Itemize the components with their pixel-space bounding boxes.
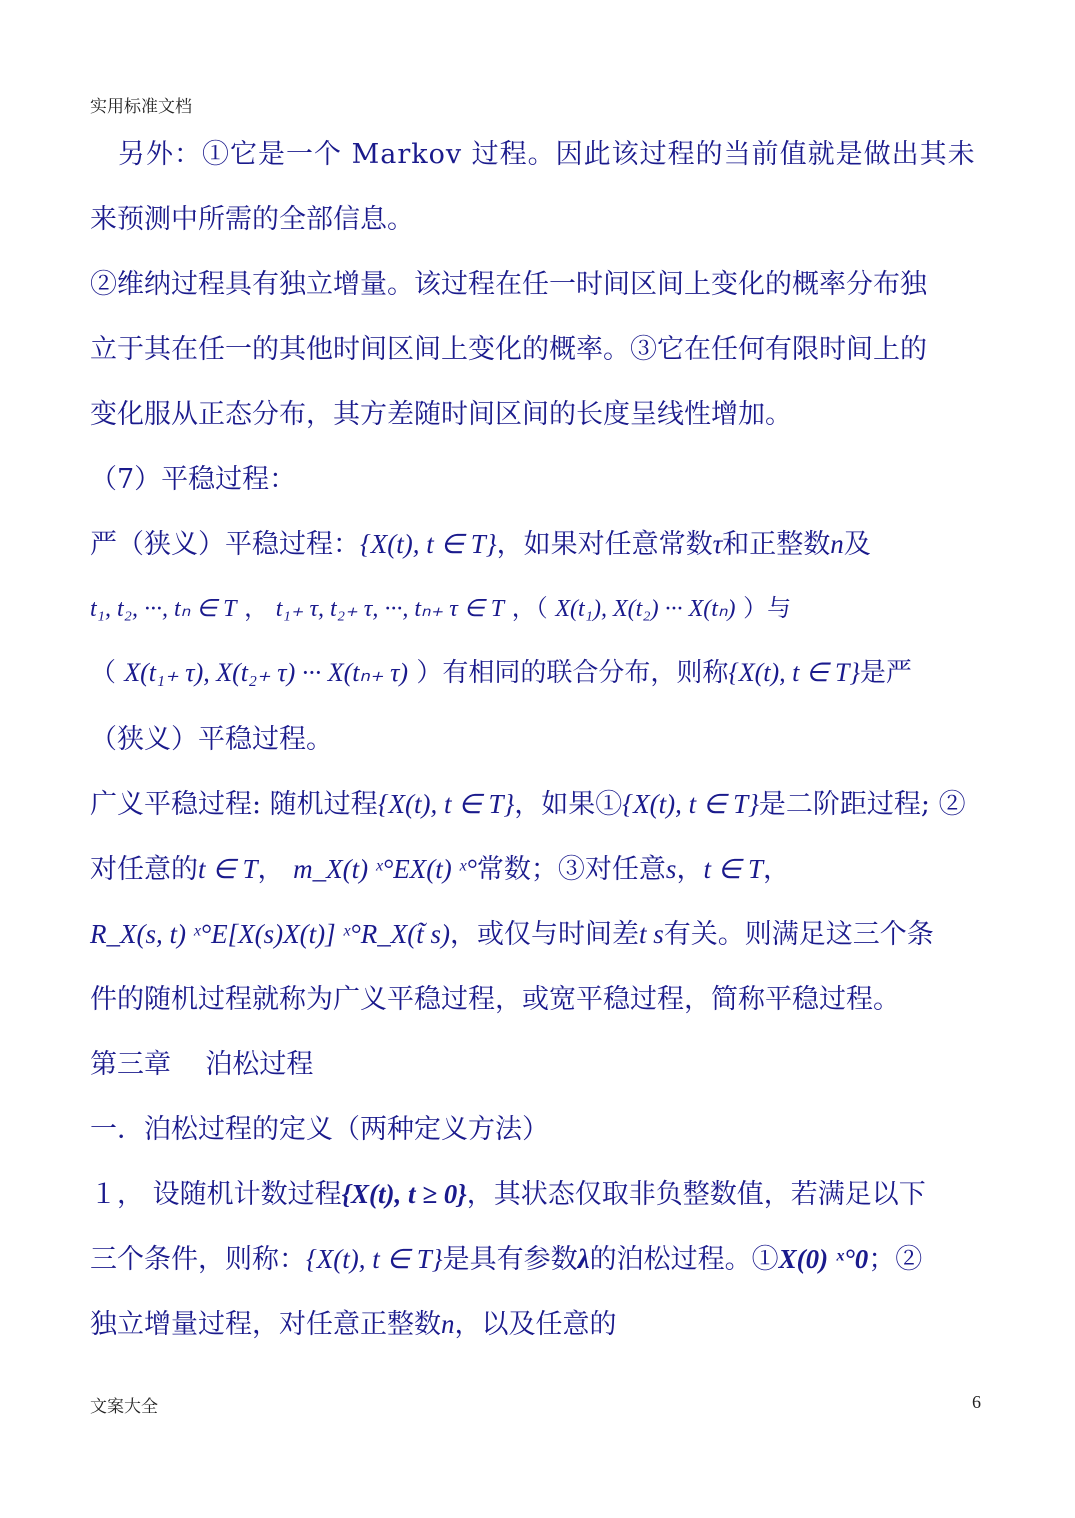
math-expression: λ	[577, 1244, 590, 1274]
text-line	[90, 522, 871, 561]
text-run: ，	[257, 854, 294, 885]
text-line	[90, 912, 934, 951]
text-run: 对任意的	[90, 854, 198, 885]
text-run: 和正整数	[722, 529, 831, 560]
text-line	[90, 652, 912, 689]
text-run: 独立增量过程，对任意正整数	[90, 1309, 441, 1340]
math-expression: t₁, t₂, ···, tₙ ∈ T	[90, 596, 237, 622]
text-line: 来预测中所需的全部信息。	[90, 204, 414, 235]
math-expression: R_X(s, t) ˣ°E[X(s)X(t)] ˣ°R_X(t̃ s)	[90, 919, 451, 949]
text-run: 是具有参数	[442, 1244, 578, 1275]
text-line	[90, 847, 790, 886]
text-run: ，	[762, 854, 790, 885]
math-expression: {X(t), t ∈ T}	[728, 658, 860, 687]
math-expression: n	[441, 1309, 455, 1339]
text-line	[90, 1302, 617, 1341]
math-expression: {X(t), t ∈ T}	[377, 789, 515, 819]
text-line: 变化服从正态分布，其方差随时间区间的长度呈线性增加。	[90, 399, 792, 430]
text-line: （狭义）平稳过程。	[90, 724, 333, 755]
text-run: （	[90, 658, 125, 688]
math-expression: m_X(t) ˣ°EX(t) ˣ°	[293, 854, 477, 884]
text-run: 广义平稳过程: 随机过程	[90, 789, 378, 820]
text-run: ，如果对任意常数	[496, 529, 713, 560]
text-run: ，以及任意的	[454, 1309, 617, 1340]
page-number: 6	[972, 1392, 981, 1412]
math-expression: t s	[639, 919, 664, 949]
text-run: ）与	[735, 594, 792, 622]
math-expression: {X(t), t ≥ 0}	[341, 1179, 467, 1209]
math-expression: X(t₁), X(t₂) ··· X(tₙ)	[555, 596, 736, 622]
text-line: ②维纳过程具有独立增量。该过程在任一时间区间上变化的概率分布独	[90, 269, 927, 300]
text-run: ，	[236, 594, 276, 622]
text-run: 常数；③对任意	[476, 854, 666, 885]
math-expression: s	[665, 854, 677, 884]
math-expression: {X(t), t ∈ T}	[360, 529, 497, 559]
page-header: 实用标准文档	[90, 97, 192, 117]
text-run: ，	[676, 854, 704, 885]
text-run: １， 设随机计数过程	[90, 1179, 342, 1210]
math-expression: {X(t), t ∈ T}	[622, 789, 759, 819]
text-run: ；②	[868, 1244, 923, 1275]
math-expression: t ∈ T	[703, 854, 763, 884]
text-run: 的泊松过程。①	[589, 1244, 779, 1275]
section-heading: 一．泊松过程的定义（两种定义方法）	[90, 1114, 549, 1145]
text-line: 立于其在任一的其他时间区间上变化的概率。③它在任何有限时间上的	[90, 334, 927, 365]
math-expression: τ	[712, 529, 723, 559]
math-expression: {X(t), t ∈ T}	[306, 1244, 443, 1274]
text-run: 是二阶距过程; ②	[758, 789, 966, 820]
page-footer: 文案大全	[90, 1397, 158, 1417]
text-line	[90, 1237, 922, 1276]
text-run: 有关。则满足这三个条	[663, 919, 934, 950]
math-expression: X(t₁₊ τ), X(t₂₊ τ) ··· X(tₙ₊ τ)	[124, 658, 409, 687]
text-run: 是严	[859, 658, 912, 688]
math-expression: n	[830, 529, 844, 559]
text-run: ，（	[504, 594, 556, 622]
math-expression: t ∈ T	[198, 854, 258, 884]
math-expression: X(0) ˣ°0	[778, 1244, 869, 1274]
text-line	[90, 782, 966, 821]
text-run: 及	[843, 529, 871, 560]
text-line	[90, 588, 791, 623]
text-run: ，或仅与时间差	[450, 919, 640, 950]
chapter-heading: 第三章 泊松过程	[90, 1049, 314, 1080]
section-heading: （7）平稳过程：	[90, 464, 297, 495]
text-run: 三个条件，则称：	[90, 1244, 306, 1275]
text-run: ）有相同的联合分布，则称	[408, 658, 729, 688]
text-line: 另外：①它是一个 Markov 过程。因此该过程的当前值就是做出其未	[118, 139, 976, 170]
text-line	[90, 1172, 926, 1211]
text-run: 严（狭义）平稳过程：	[90, 529, 360, 560]
math-expression: t₁₊ τ, t₂₊ τ, ···, tₙ₊ τ ∈ T	[275, 596, 505, 622]
text-run: ，如果①	[514, 789, 623, 820]
text-run: ，其状态仅取非负整数值，若满足以下	[466, 1179, 926, 1210]
text-line: 件的随机过程就称为广义平稳过程，或宽平稳过程，简称平稳过程。	[90, 984, 900, 1015]
